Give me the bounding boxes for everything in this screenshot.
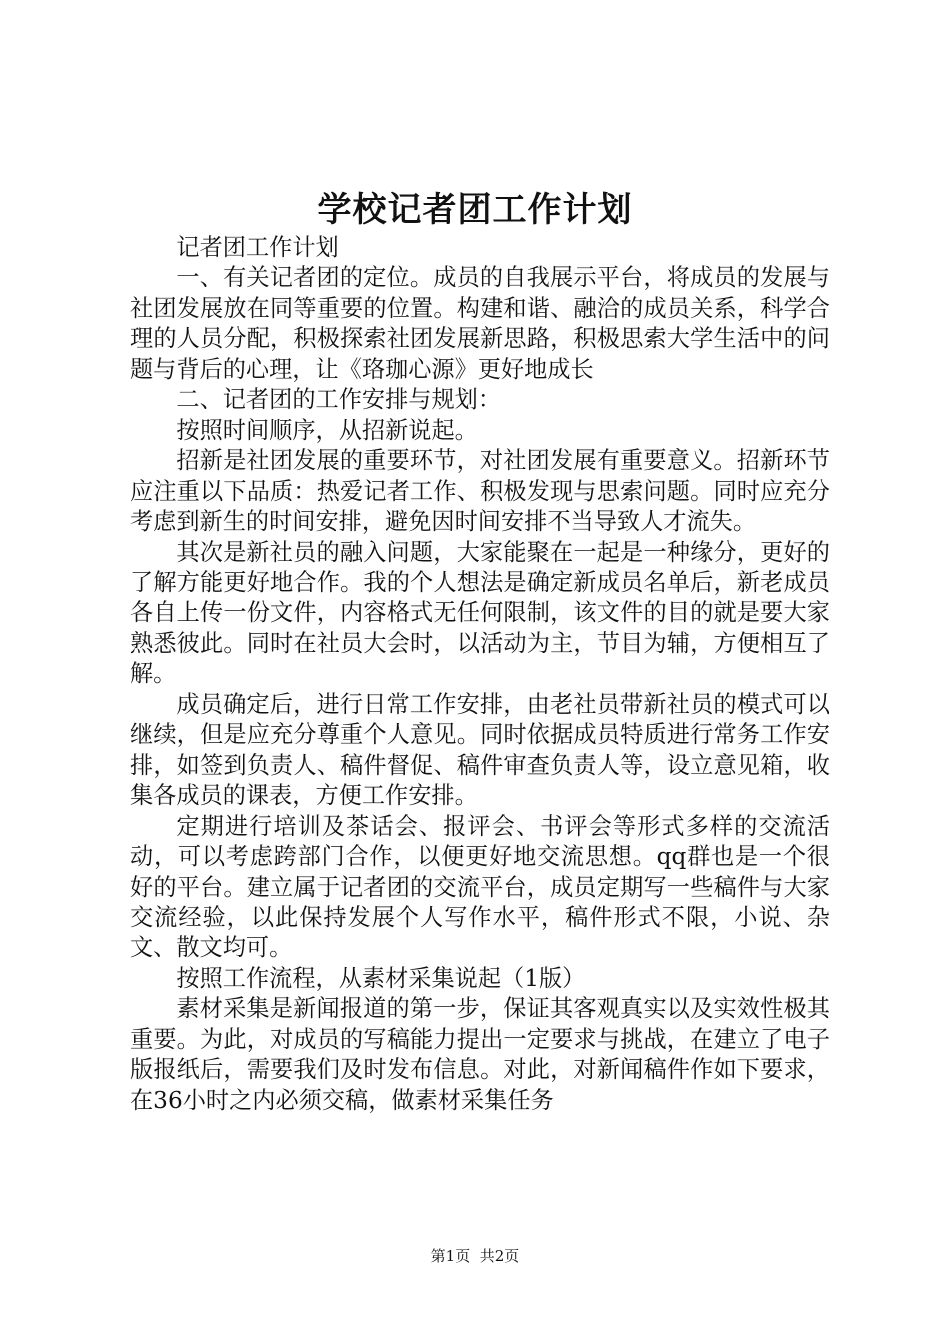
paragraph-material-collection: 素材采集是新闻报道的第一步，保证其客观真实以及实效性极其重要。为此，对成员的写稿能力提出一定要求与挑战，在建立了电子版报纸后，需要我们及时发布信息。对此，对新闻稿件作如下要求，在36小时之内必须交稿，做素材采集任务 bbox=[130, 995, 830, 1114]
paragraph-positioning: 一、有关记者团的定位。成员的自我展示平台，将成员的发展与社团发展放在同等重要的位置。构建和谐、融洽的成员关系，科学合理的人员分配，积极探索社团发展新思路，积极思索大学生活中的问题与背后的心理，让《珞珈心源》更好地成长 bbox=[130, 264, 830, 383]
document-body bbox=[130, 233, 830, 1116]
paragraph-recruitment: 招新是社团发展的重要环节，对社团发展有重要意义。招新环节应注重以下品质：热爱记者工作、积极发现与思索问题。同时应充分考虑到新生的时间安排，避免因时间安排不当导致人才流失。 bbox=[130, 447, 830, 536]
paragraph-section-two-heading: 二、记者团的工作安排与规划： bbox=[176, 386, 502, 414]
document-title: 学校记者团工作计划 bbox=[317, 190, 633, 230]
paragraph-training: 定期进行培训及茶话会、报评会、书评会等形式多样的交流活动，可以考虑跨部门合作，以便更好地交流思想。qq群也是一个很好的平台。建立属于记者团的交流平台，成员定期写一些稿件与大家交流经验，以此保持发展个人写作水平，稿件形式不限，小说、杂文、散文均可。 bbox=[130, 812, 830, 962]
paragraph-by-time-order: 按照时间顺序，从招新说起。 bbox=[176, 416, 478, 444]
paragraph-subtitle: 记者团工作计划 bbox=[176, 234, 339, 261]
paragraph-integration: 其次是新社员的融入问题，大家能聚在一起是一种缘分，更好的了解方能更好地合作。我的个人想法是确定新成员名单后，新老成员各自上传一份文件，内容格式无任何限制，该文件的目的就是要大家熟悉彼此。同时在社员大会时，以活动为主，节目为辅，方便相互了解。 bbox=[130, 538, 830, 688]
page-footer bbox=[0, 1246, 950, 1266]
page-number: 第1页 bbox=[430, 1247, 471, 1265]
page-total: 共2页 bbox=[479, 1247, 520, 1265]
paragraph-by-workflow: 按照工作流程，从素材采集说起（1版） bbox=[176, 964, 586, 992]
paragraph-daily-work: 成员确定后，进行日常工作安排，由老社员带新社员的模式可以继续，但是应充分尊重个人意见。同时依据成员特质进行常务工作安排，如签到负责人、稿件督促、稿件审查负责人等，设立意见箱，收集各成员的课表，方便工作安排。 bbox=[130, 690, 830, 810]
